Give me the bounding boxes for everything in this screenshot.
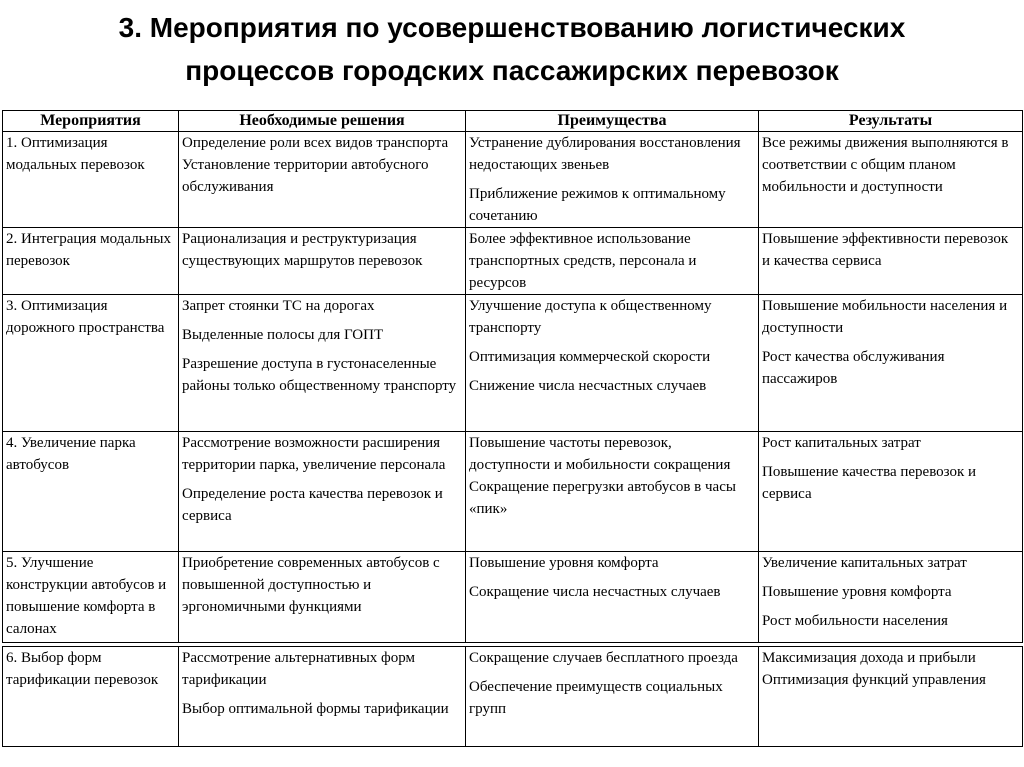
solution-item: Выбор оптимальной формы тарификации — [182, 701, 449, 717]
header-results: Результаты — [759, 111, 1023, 132]
solution-item: Рационализация и реструктуризация существующих маршрутов перевозок — [182, 231, 423, 269]
table-header-row — [3, 111, 1023, 132]
result-item: Повышение уровня комфорта — [762, 584, 952, 600]
advantages-cell — [466, 552, 759, 643]
result-item: Рост мобильности населения — [762, 613, 948, 629]
advantage-item: Более эффективное использование транспортных средств, персонала и ресурсов — [469, 231, 697, 291]
solutions-cell — [179, 228, 466, 295]
solution-item: Выделенные полосы для ГОПТ — [182, 327, 384, 343]
result-item: Рост качества обслуживания пассажиров — [762, 349, 945, 387]
results-cell — [759, 552, 1023, 643]
advantage-item: Сокращение числа несчастных случаев — [469, 584, 721, 600]
measure-cell: 5. Улучшение конструкции автобусов и повышение комфорта в салонах — [3, 552, 179, 643]
results-cell — [759, 647, 1023, 747]
advantage-item: Повышение уровня комфорта — [469, 555, 659, 571]
slide-title — [0, 6, 1024, 92]
header-solutions: Необходимые решения — [179, 111, 466, 132]
advantages-cell — [466, 132, 759, 228]
title-line-1: 3. Мероприятия по усовершенствованию логистических — [118, 12, 906, 43]
advantage-item: Приближение режимов к оптимальному сочетанию — [469, 186, 726, 224]
advantage-item: Улучшение доступа к общественному транспорту — [469, 298, 712, 336]
solution-item: Рассмотрение возможности расширения территории парка, увеличение персонала — [182, 435, 446, 473]
result-item: Повышение эффективности перевозок и качества сервиса — [762, 231, 1009, 269]
solution-item: Запрет стоянки ТС на дорогах — [182, 298, 375, 314]
advantage-item: Оптимизация коммерческой скорости — [469, 349, 711, 365]
solutions-cell — [179, 647, 466, 747]
results-cell — [759, 432, 1023, 552]
header-measures: Мероприятия — [3, 111, 179, 132]
solutions-cell — [179, 432, 466, 552]
advantages-cell — [466, 647, 759, 747]
result-item: Все режимы движения выполняются в соответствии с общим планом мобильности и доступности — [762, 135, 1009, 195]
title-line-2: процессов городских пассажирских перевозок — [185, 55, 839, 86]
solution-item: Рассмотрение альтернативных форм тарификации — [182, 650, 416, 688]
advantages-cell — [466, 228, 759, 295]
measures-table — [2, 110, 1023, 747]
solution-item: Определение роли всех видов транспорта Установление территории автобусного обслуживания — [182, 135, 449, 195]
table-row — [3, 132, 1023, 228]
table-row — [3, 295, 1023, 432]
advantages-cell — [466, 295, 759, 432]
result-item: Максимизация дохода и прибыли Оптимизация функций управления — [762, 650, 986, 688]
solutions-cell — [179, 295, 466, 432]
solution-item: Определение роста качества перевозок и сервиса — [182, 486, 443, 524]
result-item: Рост капитальных затрат — [762, 435, 921, 451]
table-row — [3, 552, 1023, 643]
measure-cell: 6. Выбор форм тарификации перевозок — [3, 647, 179, 747]
solutions-cell — [179, 132, 466, 228]
results-cell — [759, 228, 1023, 295]
advantages-cell — [466, 432, 759, 552]
result-item: Повышение мобильности населения и доступности — [762, 298, 1008, 336]
measure-cell: 1. Оптимизация модальных перевозок — [3, 132, 179, 228]
advantage-item: Обеспечение преимуществ социальных групп — [469, 679, 723, 717]
results-cell — [759, 132, 1023, 228]
measure-cell: 2. Интеграция модальных перевозок — [3, 228, 179, 295]
advantage-item: Повышение частоты перевозок, доступности и мобильности сокращения Сокращение перегрузки автобусов в часы «пик» — [469, 435, 736, 517]
measure-cell: 3. Оптимизация дорожного пространства — [3, 295, 179, 432]
solution-item: Разрешение доступа в густонаселенные районы только общественному транспорту — [182, 356, 457, 394]
header-advantages: Преимущества — [466, 111, 759, 132]
advantage-item: Устранение дублирования восстановления недостающих звеньев — [469, 135, 741, 173]
solutions-cell — [179, 552, 466, 643]
measure-cell: 4. Увеличение парка автобусов — [3, 432, 179, 552]
advantage-item: Снижение числа несчастных случаев — [469, 378, 707, 394]
results-cell — [759, 295, 1023, 432]
table-row — [3, 647, 1023, 747]
advantage-item: Сокращение случаев бесплатного проезда — [469, 650, 738, 666]
table-row — [3, 228, 1023, 295]
table-row — [3, 432, 1023, 552]
result-item: Повышение качества перевозок и сервиса — [762, 464, 977, 502]
solution-item: Приобретение современных автобусов с повышенной доступностью и эргономичными функциями — [182, 555, 440, 615]
result-item: Увеличение капитальных затрат — [762, 555, 967, 571]
